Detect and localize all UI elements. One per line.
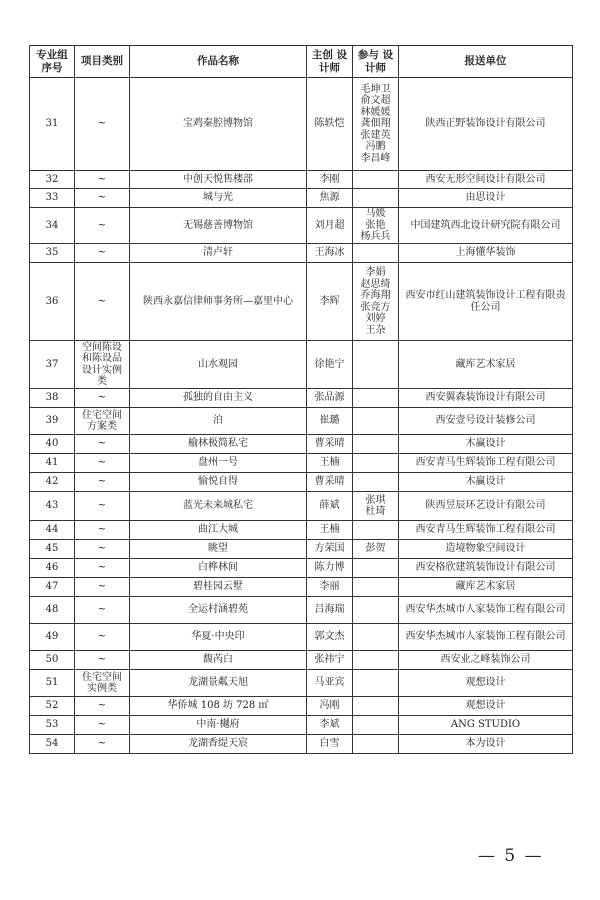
award-list-table	[29, 45, 573, 754]
table-row	[30, 651, 573, 670]
row-work-name: 碧桂园云墅	[130, 578, 307, 597]
row-category: ~	[75, 389, 130, 408]
row-participants	[353, 735, 399, 754]
row-lead-designer: 吕海瑞	[307, 597, 353, 624]
row-submitting-unit: 西安业之峰装饰公司	[399, 651, 573, 670]
row-submitting-unit: ANG STUDIO	[399, 716, 573, 735]
row-number: 34	[30, 208, 75, 244]
row-work-name: 华侨城 108 坊 728 ㎡	[130, 697, 307, 716]
row-number: 50	[30, 651, 75, 670]
table-row	[30, 473, 573, 492]
row-participants	[353, 597, 399, 624]
row-lead-designer: 焦源	[307, 189, 353, 208]
row-participants	[353, 341, 399, 389]
row-submitting-unit: 陕西昱辰环艺设计有限公司	[399, 492, 573, 521]
row-category: 空间陈设 和陈设品 设计实例 类	[75, 341, 130, 389]
row-submitting-unit: 藏库艺术家居	[399, 578, 573, 597]
row-lead-designer: 王楠	[307, 521, 353, 540]
row-number: 53	[30, 716, 75, 735]
row-submitting-unit: 藏库艺术家居	[399, 341, 573, 389]
table-row	[30, 78, 573, 171]
row-participants: 毛坤卫 俞文超 林媛媛 龚佃翔 张建英 冯鹏 李昌峰	[353, 78, 399, 171]
row-submitting-unit: 本为设计	[399, 735, 573, 754]
row-category: ~	[75, 624, 130, 651]
row-number: 42	[30, 473, 75, 492]
row-work-name: 清卢轩	[130, 244, 307, 263]
row-category: ~	[75, 189, 130, 208]
row-participants	[353, 189, 399, 208]
row-number: 44	[30, 521, 75, 540]
row-work-name: 馥芮白	[130, 651, 307, 670]
row-lead-designer: 曹采晴	[307, 435, 353, 454]
row-number: 36	[30, 263, 75, 341]
row-category: ~	[75, 244, 130, 263]
row-submitting-unit: 西安壹号设计装修公司	[399, 408, 573, 435]
row-lead-designer: 陈轶恺	[307, 78, 353, 171]
row-submitting-unit: 陕西正野装饰设计有限公司	[399, 78, 573, 171]
row-lead-designer: 曹采晴	[307, 473, 353, 492]
row-category: ~	[75, 171, 130, 189]
row-work-name: 中南·樾府	[130, 716, 307, 735]
row-submitting-unit: 中国建筑西北设计研究院有限公司	[399, 208, 573, 244]
row-number: 40	[30, 435, 75, 454]
row-category: ~	[75, 651, 130, 670]
header-category: 项目类别	[75, 46, 130, 78]
row-work-name: 曲江大城	[130, 521, 307, 540]
table-row	[30, 454, 573, 473]
row-number: 38	[30, 389, 75, 408]
row-number: 35	[30, 244, 75, 263]
row-lead-designer: 崔璐	[307, 408, 353, 435]
row-submitting-unit: 西安格欣建筑装饰设计有限公司	[399, 559, 573, 578]
header-unit: 报送单位	[399, 46, 573, 78]
row-submitting-unit: 西安无形空间设计有限公司	[399, 171, 573, 189]
header-work: 作品名称	[130, 46, 307, 78]
table-row	[30, 670, 573, 697]
table-row	[30, 559, 573, 578]
header-seq: 专业组 序号	[30, 46, 75, 78]
row-number: 45	[30, 540, 75, 559]
header-participants: 参与 设计师	[353, 46, 399, 78]
table-row	[30, 697, 573, 716]
table-row	[30, 208, 573, 244]
row-category: ~	[75, 454, 130, 473]
row-participants	[353, 559, 399, 578]
row-submitting-unit: 西安华杰城市人家装饰工程有限公司	[399, 597, 573, 624]
row-work-name: 全运村涵碧苑	[130, 597, 307, 624]
row-number: 31	[30, 78, 75, 171]
row-category: 住宅空间 实例类	[75, 670, 130, 697]
row-lead-designer: 白雪	[307, 735, 353, 754]
row-category: ~	[75, 540, 130, 559]
row-lead-designer: 冯刚	[307, 697, 353, 716]
row-submitting-unit: 造境物象空间设计	[399, 540, 573, 559]
row-participants	[353, 670, 399, 697]
row-category: ~	[75, 435, 130, 454]
row-number: 41	[30, 454, 75, 473]
row-category: ~	[75, 263, 130, 341]
row-submitting-unit: 西安青马生辉装饰工程有限公司	[399, 454, 573, 473]
row-work-name: 愉悦自得	[130, 473, 307, 492]
row-participants: 彭贺	[353, 540, 399, 559]
row-participants	[353, 408, 399, 435]
table-row	[30, 244, 573, 263]
table-row	[30, 435, 573, 454]
row-lead-designer: 张品源	[307, 389, 353, 408]
row-participants	[353, 651, 399, 670]
table-row	[30, 540, 573, 559]
row-number: 47	[30, 578, 75, 597]
row-lead-designer: 徐艳宁	[307, 341, 353, 389]
row-number: 51	[30, 670, 75, 697]
row-submitting-unit: 西安翼森装饰设计有限公司	[399, 389, 573, 408]
row-participants: 马媛 张艳 杨兵兵	[353, 208, 399, 244]
row-number: 48	[30, 597, 75, 624]
row-lead-designer: 李刚	[307, 171, 353, 189]
row-submitting-unit: 观想设计	[399, 697, 573, 716]
row-work-name: 陕西永嘉信律师事务所—嘉里中心	[130, 263, 307, 341]
page-number: — 5 —	[478, 846, 544, 866]
table-row	[30, 492, 573, 521]
table-row	[30, 389, 573, 408]
row-lead-designer: 方荣国	[307, 540, 353, 559]
row-number: 33	[30, 189, 75, 208]
row-category: ~	[75, 78, 130, 171]
row-participants	[353, 624, 399, 651]
table-row	[30, 189, 573, 208]
row-participants: 李娟 赵思绮 乔海翔 张竞方 刘婷 王杂	[353, 263, 399, 341]
row-work-name: 蓝光未来城私宅	[130, 492, 307, 521]
row-work-name: 泊	[130, 408, 307, 435]
row-category: ~	[75, 473, 130, 492]
row-work-name: 榆林极简私宅	[130, 435, 307, 454]
row-number: 46	[30, 559, 75, 578]
table-row	[30, 597, 573, 624]
row-lead-designer: 陈力博	[307, 559, 353, 578]
row-work-name: 眺望	[130, 540, 307, 559]
row-participants	[353, 521, 399, 540]
row-participants	[353, 716, 399, 735]
row-lead-designer: 王海冰	[307, 244, 353, 263]
row-work-name: 山水观园	[130, 341, 307, 389]
row-category: ~	[75, 521, 130, 540]
table-row	[30, 624, 573, 651]
row-number: 43	[30, 492, 75, 521]
row-work-name: 城与光	[130, 189, 307, 208]
row-work-name: 华夏·中央印	[130, 624, 307, 651]
row-category: ~	[75, 716, 130, 735]
row-participants	[353, 578, 399, 597]
table-row	[30, 263, 573, 341]
table-row	[30, 735, 573, 754]
table-row	[30, 716, 573, 735]
row-lead-designer: 郭文杰	[307, 624, 353, 651]
row-number: 32	[30, 171, 75, 189]
row-work-name: 宝鸡秦腔博物馆	[130, 78, 307, 171]
row-work-name: 中创天悦售楼部	[130, 171, 307, 189]
row-category: ~	[75, 697, 130, 716]
row-participants	[353, 171, 399, 189]
row-work-name: 无锡慈善博物馆	[130, 208, 307, 244]
row-category: ~	[75, 597, 130, 624]
row-submitting-unit: 西安华杰城市人家装饰工程有限公司	[399, 624, 573, 651]
row-submitting-unit: 西安青马生辉装饰工程有限公司	[399, 521, 573, 540]
row-number: 49	[30, 624, 75, 651]
row-submitting-unit: 上海懂华装饰	[399, 244, 573, 263]
table-row	[30, 521, 573, 540]
table-header-row	[30, 46, 573, 78]
row-category: 住宅空间 方案类	[75, 408, 130, 435]
table-row	[30, 341, 573, 389]
row-category: ~	[75, 578, 130, 597]
row-lead-designer: 刘月超	[307, 208, 353, 244]
header-lead-designer: 主创 设计师	[307, 46, 353, 78]
row-category: ~	[75, 735, 130, 754]
row-submitting-unit: 木赢设计	[399, 435, 573, 454]
table-row	[30, 408, 573, 435]
table-row	[30, 578, 573, 597]
row-lead-designer: 李辉	[307, 263, 353, 341]
row-participants	[353, 473, 399, 492]
row-work-name: 龙湖香缇天宸	[130, 735, 307, 754]
row-participants	[353, 435, 399, 454]
table-row	[30, 171, 573, 189]
row-lead-designer: 李丽	[307, 578, 353, 597]
row-number: 52	[30, 697, 75, 716]
row-participants: 张琪 杜琦	[353, 492, 399, 521]
row-category: ~	[75, 492, 130, 521]
row-participants	[353, 389, 399, 408]
row-category: ~	[75, 559, 130, 578]
row-work-name: 盘州一号	[130, 454, 307, 473]
row-submitting-unit: 木赢设计	[399, 473, 573, 492]
row-submitting-unit: 由思设计	[399, 189, 573, 208]
row-submitting-unit: 西安市红山建筑装饰设计工程有限责任公司	[399, 263, 573, 341]
row-lead-designer: 薛斌	[307, 492, 353, 521]
row-participants	[353, 244, 399, 263]
row-lead-designer: 王楠	[307, 454, 353, 473]
row-number: 54	[30, 735, 75, 754]
row-category: ~	[75, 208, 130, 244]
row-lead-designer: 李斌	[307, 716, 353, 735]
row-lead-designer: 马亚宾	[307, 670, 353, 697]
row-participants	[353, 697, 399, 716]
row-work-name: 白桦林间	[130, 559, 307, 578]
row-work-name: 龙湖景粼天旭	[130, 670, 307, 697]
row-number: 39	[30, 408, 75, 435]
row-number: 37	[30, 341, 75, 389]
row-lead-designer: 张祎宁	[307, 651, 353, 670]
row-work-name: 孤独的自由主义	[130, 389, 307, 408]
row-participants	[353, 454, 399, 473]
row-submitting-unit: 观想设计	[399, 670, 573, 697]
